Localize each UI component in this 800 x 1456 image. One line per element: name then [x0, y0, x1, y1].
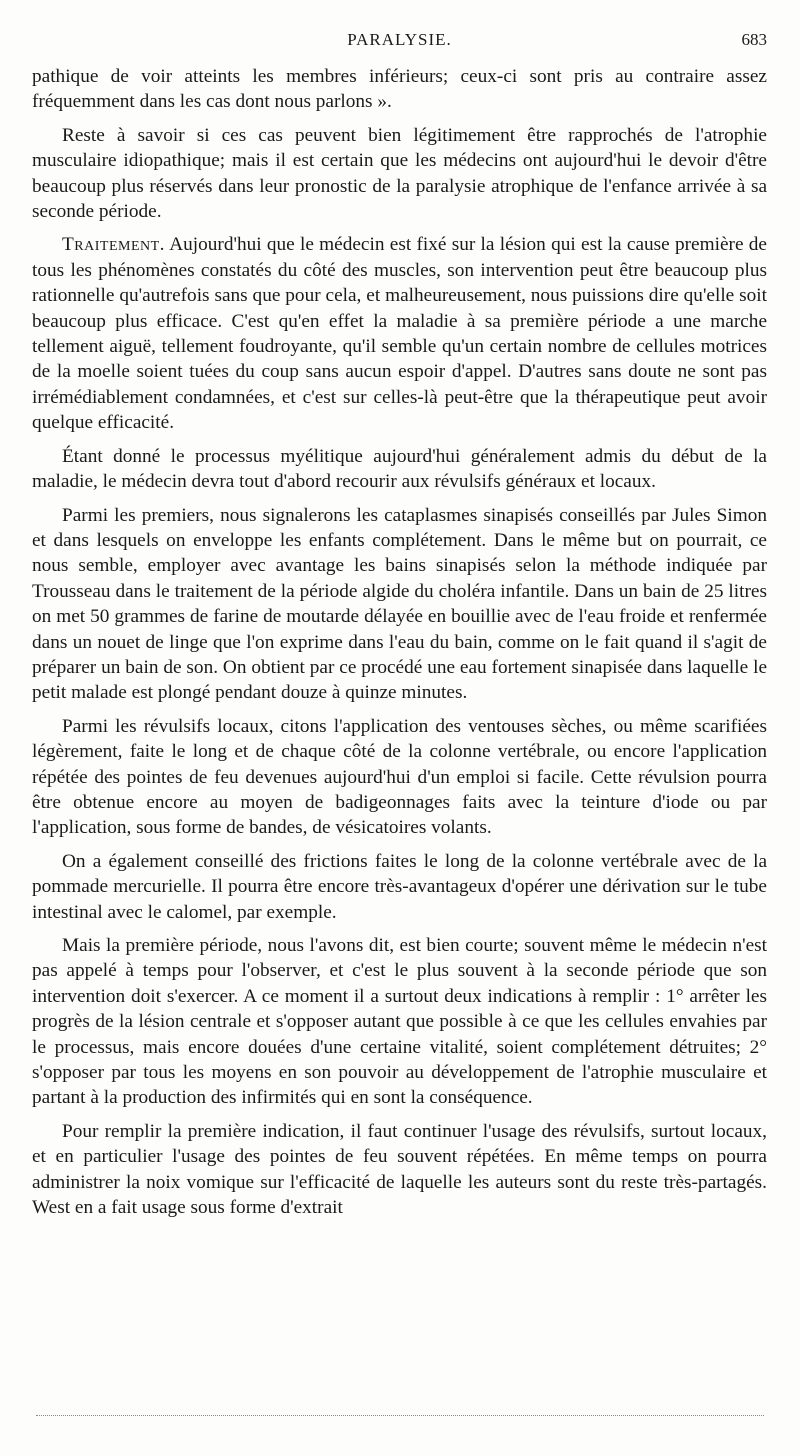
paragraph-text: Aujourd'hui que le médecin est fixé sur la lésion qui est la cause première de tous les phénomènes constatés du côté des muscles, son intervention peut être beaucoup plus rationnelle qu'autrefois sans que pour cela, et malheureusement, nous puissions dire qu'elle soit beaucoup plus efficace. C'est qu'en effet la maladie à sa première période a une marche tellement aiguë, tellement foudroyante, qu'il semble qu'un certain nombre de cellules motrices de la moelle soient tuées du coup sans aucun espoir d'appel. D'autres sans doute ne sont pas irrémédiablement condamnées, et c'est sur celles-là peut-être que la thérapeutique peut avoir quelque efficacité.	[32, 234, 767, 434]
footer-rule	[36, 1415, 764, 1416]
paragraph-text: pathique de voir atteints les membres inférieurs; ceux-ci sont pris au contraire assez fréquemment dans les cas dont nous parlons ».	[32, 66, 767, 113]
paragraph-text: Parmi les premiers, nous signalerons les cataplasmes sinapisés conseillés par Jules Simon et dans lesquels on enveloppe les enfants complétement. Dans le même but on pourrait, ce nous semble, employer avec avantage les bains sinapisés selon la méthode indiquée par Trousseau dans le traitement de la période algide du choléra infantile. Dans un bain de 25 litres on met 50 grammes de farine de moutarde délayée en bouillie avec de l'eau froide et renfermée dans un nouet de linge que l'on exprime dans l'eau du bain, comme on le fait quand il s'agit de préparer un bain de son. On obtient par ce procédé une eau fortement sinapisée dans laquelle le petit malade est plongé pendant douze à quinze minutes.	[32, 504, 767, 704]
paragraph-text: Pour remplir la première indication, il faut continuer l'usage des révulsifs, surtout locaux, et en particulier l'usage des pointes de feu souvent répétées. En même temps on pourra administrer la noix vomique sur l'efficacité de laquelle les auteurs sont du reste très-partagés. West en a fait usage sous forme d'extrait	[32, 1120, 767, 1219]
paragraph	[32, 714, 767, 841]
paragraph	[32, 123, 767, 225]
paragraph	[32, 503, 767, 706]
section-lead: Traitement.	[62, 234, 165, 256]
page-number: 683	[741, 30, 767, 49]
paragraph-text: Étant donné le processus myélitique aujourd'hui généralement admis du début de la maladie, le médecin devra tout d'abord recourir aux révulsifs généraux et locaux.	[32, 445, 767, 493]
running-title: PARALYSIE.	[347, 30, 452, 49]
paragraph	[32, 444, 767, 495]
paragraph-text: Parmi les révulsifs locaux, citons l'application des ventouses sèches, ou même scarifiées légèrement, faite le long et de chaque côté de la colonne vertébrale, ou encore l'application répétée des pointes de feu devenues aujourd'hui d'un emploi si facile. Cette révulsion pourra être obtenue encore au moyen de badigeonnages faits avec la teinture d'iode ou par l'application, sous forme de bandes, de vésicatoires volants.	[32, 715, 767, 839]
paragraph-text: On a également conseillé des frictions faites le long de la colonne vertébrale avec de la pommade mercurielle. Il pourra être encore très-avantageux d'opérer une dérivation sur le tube intestinal avec le calomel, par exemple.	[32, 850, 767, 923]
paragraph-text: Reste à savoir si ces cas peuvent bien légitimement être rapprochés de l'atrophie musculaire idiopathique; mais il est certain que les médecins ont aujourd'hui le devoir d'être beaucoup plus réservés dans leur pronostic de la paralysie atrophique de l'enfance arrivée à sa seconde période.	[32, 124, 767, 223]
paragraph	[32, 64, 767, 115]
paragraph	[32, 933, 767, 1111]
running-header	[32, 30, 767, 56]
paragraph	[32, 1119, 767, 1221]
page	[32, 30, 767, 1228]
paragraph-traitement	[32, 232, 767, 435]
body-text	[32, 64, 767, 1220]
paragraph-text: Mais la première période, nous l'avons dit, est bien courte; souvent même le médecin n'est pas appelé à temps pour l'observer, et c'est le plus souvent à la seconde période que son intervention doit s'exercer. A ce moment il a surtout deux indications à remplir : 1° arrêter les progrès de la lésion centrale et s'opposer autant que possible à ce que les cellules envahies par le processus, mais encore douées d'une certaine vitalité, soient complétement détruites; 2° s'opposer par tous les moyens en son pouvoir au développement de l'atrophie musculaire et partant à la production des infirmités qui en sont la conséquence.	[32, 935, 767, 1109]
paragraph	[32, 849, 767, 925]
